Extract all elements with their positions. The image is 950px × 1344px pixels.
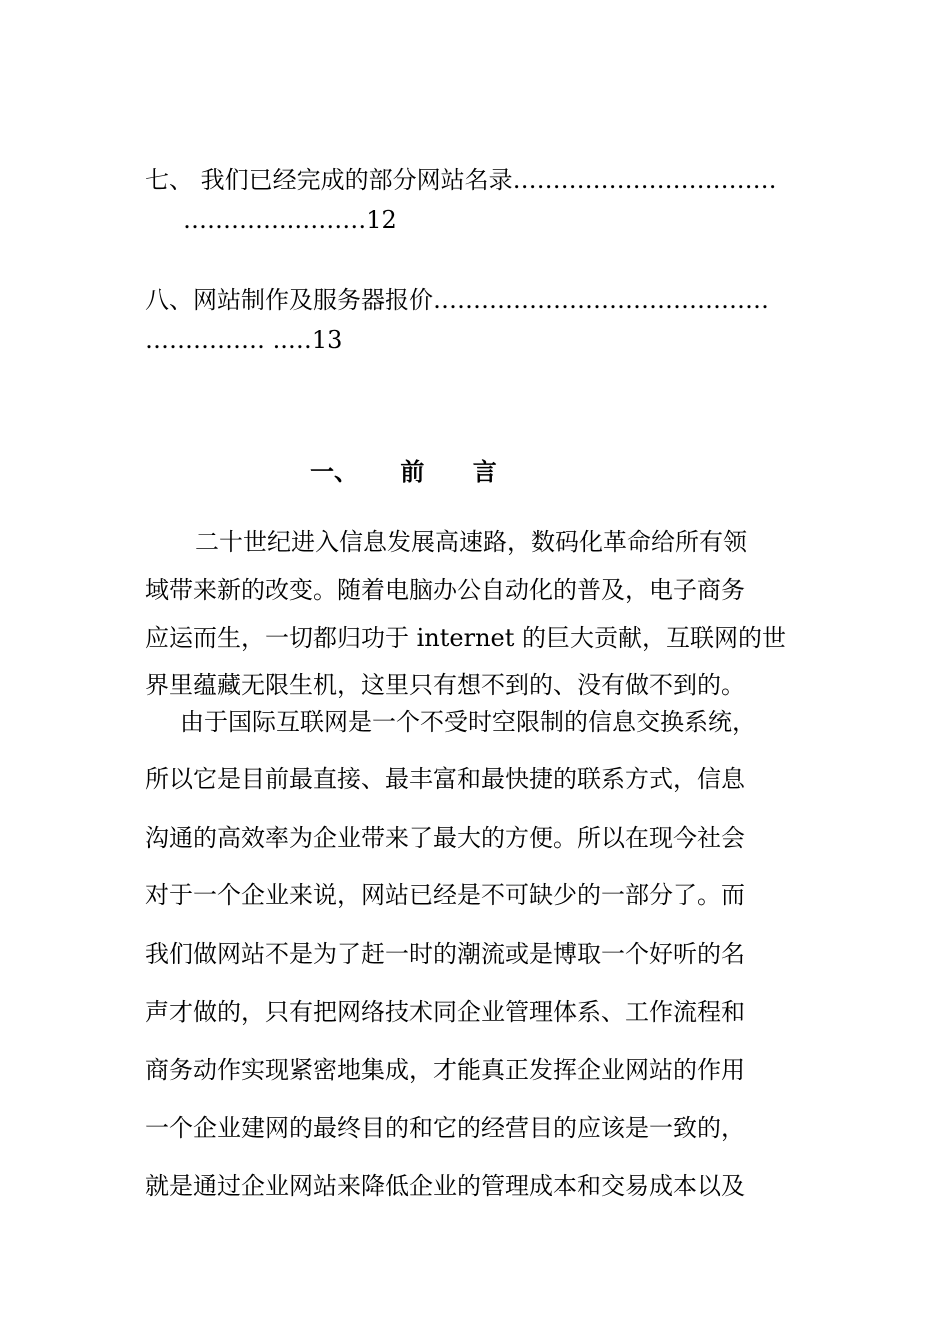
body-line-9: 我们做网站不是为了赶一时的潮流或是博取一个好听的名 (145, 940, 745, 968)
section-title-char-2: 言 (472, 457, 497, 486)
body-line-8: 对于一个企业来说，网站已经是不可缺少的一部分了。而 (145, 881, 745, 909)
body-line-5: 由于国际互联网是一个不受时空限制的信息交换系统， (180, 708, 756, 736)
section-heading (310, 456, 497, 488)
body-line-6: 所以它是目前最直接、最丰富和最快捷的联系方式，信息 (145, 765, 745, 793)
toc-entry-7-line1: 七、 我们已经完成的部分网站名录…………………………… (145, 166, 777, 194)
body-line-1: 二十世纪进入信息发展高速路，数码化革命给所有领 (195, 528, 747, 556)
toc-entry-8-line1: 八、网站制作及服务器报价…………………………………… (145, 286, 769, 314)
section-number: 一、 (310, 457, 358, 486)
body-line-3: 应运而生，一切都归功于 internet 的巨大贡献，互联网的世 (145, 624, 787, 652)
body-line-10: 声才做的，只有把网络技术同企业管理体系、工作流程和 (145, 998, 745, 1026)
body-line-2: 域带来新的改变。随着电脑办公自动化的普及，电子商务 (145, 576, 745, 604)
body-line-11: 商务动作实现紧密地集成，才能真正发挥企业网站的作用 (145, 1056, 745, 1084)
section-title-char-1: 前 (400, 457, 425, 486)
body-line-7: 沟通的高效率为企业带来了最大的方便。所以在现今社会 (145, 824, 745, 852)
body-line-12: 一个企业建网的最终目的和它的经营目的应该是一致的， (145, 1114, 745, 1142)
toc-entry-7-line2: …………..………12 (183, 206, 397, 234)
toc-entry-8-line2: …………… ..…13 (145, 326, 343, 354)
body-line-13: 就是通过企业网站来降低企业的管理成本和交易成本以及 (145, 1172, 745, 1200)
body-line-4: 界里蕴藏无限生机，这里只有想不到的、没有做不到的。 (145, 671, 745, 699)
